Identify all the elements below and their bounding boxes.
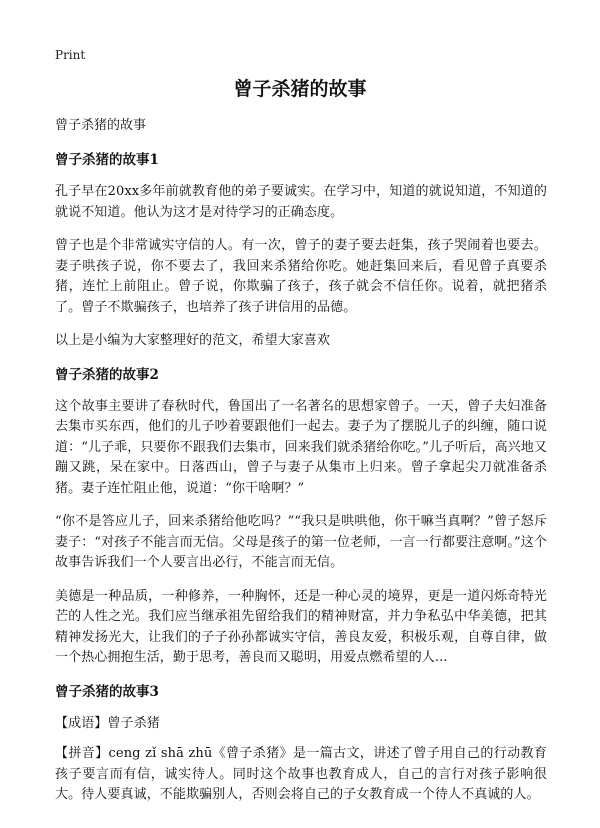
document-subtitle: 曾子杀猪的故事: [55, 118, 147, 133]
section-heading: 曾子杀猪的故事1: [55, 152, 159, 168]
paragraph: 美德是一种品质，一种修养，一种胸怀，还是一种心灵的境界，更是一道闪烁奇特光芒的人性之光。我们应当继承祖先留给我们的精神财富，并力争私弘中华美德，把其精神发扬光大，让我们的子子孙孙都诚实守信，善良友爱，积极乐观，自尊自律，做一个热心拥抱生活，勤于思考，善良而又聪明，用爱点燃希望的人...: [55, 588, 547, 665]
page-title: 曾子杀猪的故事: [233, 78, 367, 100]
paragraph: 这个故事主要讲了春秋时代，鲁国出了一名著名的思想家曾子。一天，曾子夫妇准备去集市买东西，他们的儿子吵着要跟他们一起去。妻子为了摆脱儿子的纠缠，随口说道：“儿子乖，只要你不跟我们去集市，回来我们就杀猪给你吃。”儿子听后，高兴地又蹦又跳，呆在家中。日落西山，曾子与妻子从集市上归来。曾子拿起尖刀就准备杀猪。妻子连忙阻止他，说道：“你干啥啊？”: [55, 398, 547, 496]
paragraph: 以上是小编为大家整理好的范文，希望大家喜欢: [55, 333, 331, 348]
paragraph: 【成语】曾子杀猪: [55, 715, 160, 731]
section-2: [55, 365, 547, 669]
paragraph: 【拼音】ceng zǐ shā zhū《曾子杀猪》是一篇古文，讲述了曾子用自己的行动教育孩子要言而有信，诚实待人。同时这个故事也教育成人，自己的言行对孩子影响很大。待人要真诚，不能欺骗别人，否则会将自己的子女教育成一个待人不真诚的人。: [55, 746, 547, 802]
section-heading: 曾子杀猪的故事2: [55, 366, 159, 383]
print-link[interactable]: Print: [55, 48, 86, 62]
paragraph: 曾子也是个非常诚实守信的人。有一次，曾子的妻子要去赶集，孩子哭闹着也要去。妻子哄孩子说，你不要去了，我回来杀猪给你吃。她赶集回来后，看见曾子真要杀猪，连忙上前阻止。曾子说，你欺骗了孩子，孩子就会不信任你。说着，就把猪杀了。曾子不欺骗孩子，也培养了孩子讲信用的品德。: [55, 238, 547, 315]
paragraph: 孔子早在20xx多年前就教育他的弟子要诚实。在学习中，知道的就说知道，不知道的就说不知道。他认为这才是对待学习的正确态度。: [55, 184, 547, 220]
paragraph: “你不是答应儿子，回来杀猪给他吃吗？”“我只是哄哄他，你干嘛当真啊？”曾子怒斥妻子：“对孩子不能言而无信。父母是孩子的第一位老师，一言一行都要注意啊。”这个故事告诉我们一个人要言出必行，不能言而无信。: [55, 514, 547, 570]
document-body: [55, 116, 547, 819]
section-1: [55, 150, 547, 352]
section-3: [55, 682, 547, 806]
section-heading: 曾子杀猪的故事3: [55, 683, 159, 700]
